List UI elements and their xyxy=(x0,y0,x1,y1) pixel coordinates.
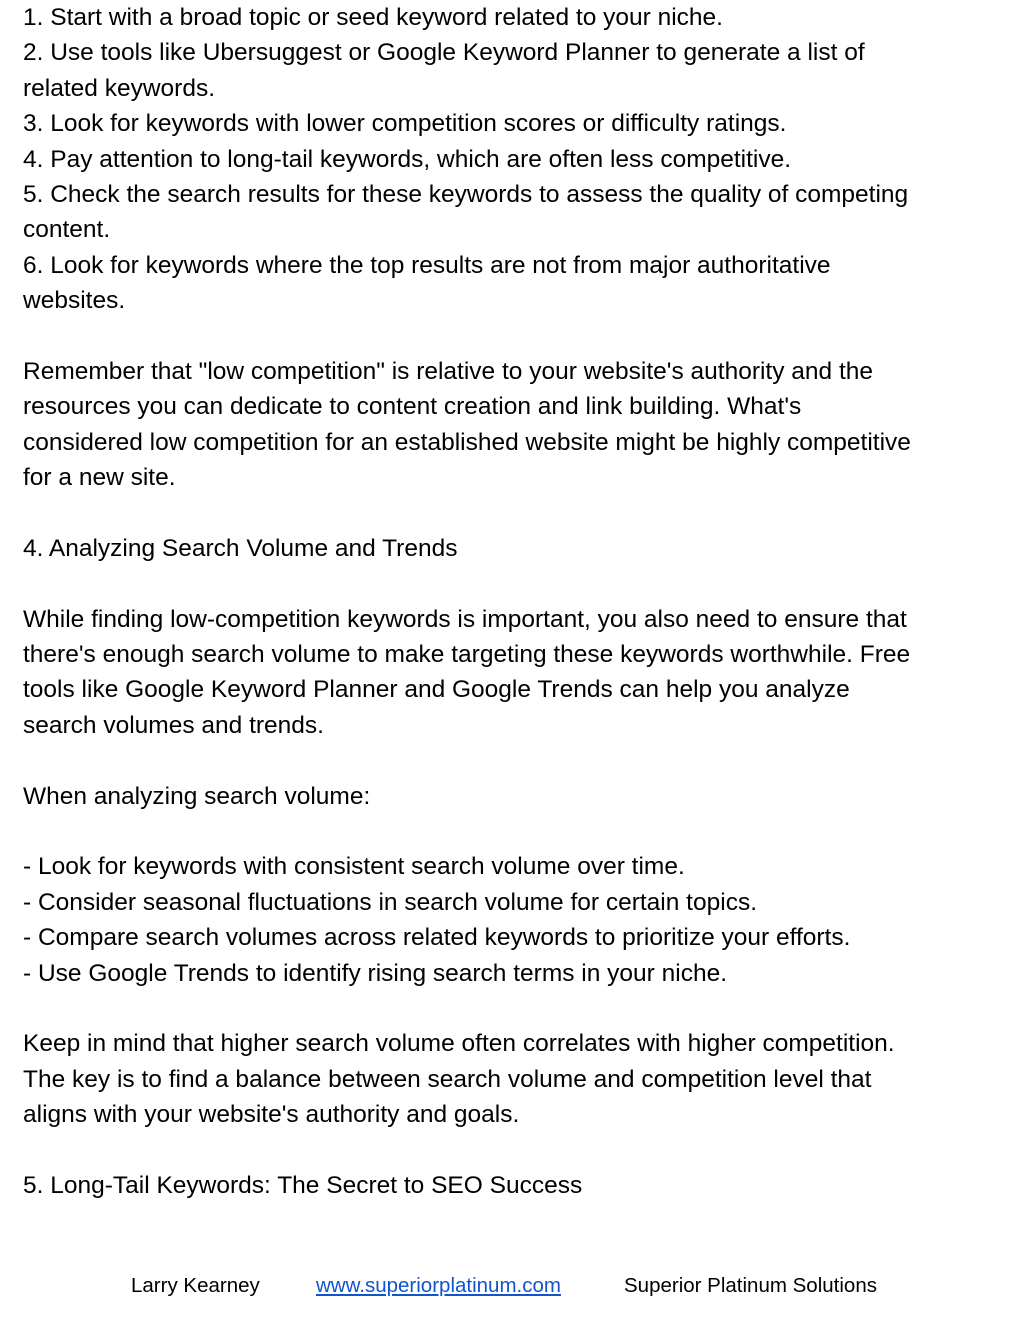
section-heading: 4. Analyzing Search Volume and Trends xyxy=(23,534,458,562)
text-line: tools like Google Keyword Planner and Google Trends can help you analyze xyxy=(23,676,850,704)
blank-line xyxy=(23,743,1008,778)
footer-website-link[interactable]: www.superiorplatinum.com xyxy=(316,1274,561,1297)
text-line: aligns with your website's authority and goals. xyxy=(23,1101,520,1129)
section-heading: 5. Long-Tail Keywords: The Secret to SEO Success xyxy=(23,1171,583,1199)
text-line: considered low competition for an established website might be highly competitive xyxy=(23,428,911,456)
text-line: Keep in mind that higher search volume often correlates with higher competition. xyxy=(23,1030,895,1058)
footer-company: Superior Platinum Solutions xyxy=(624,1274,877,1297)
blank-line xyxy=(23,566,1008,601)
text-line: related keywords. xyxy=(23,74,216,102)
page-footer xyxy=(0,1272,1024,1300)
text-line: resources you can dedicate to content creation and link building. What's xyxy=(23,393,802,421)
blank-line xyxy=(23,495,1008,530)
text-line: When analyzing search volume: xyxy=(23,782,371,810)
footer-author: Larry Kearney xyxy=(131,1274,260,1297)
blank-line xyxy=(23,814,1008,849)
text-line: for a new site. xyxy=(23,464,176,492)
text-line: While finding low-competition keywords is important, you also need to ensure that xyxy=(23,605,907,633)
text-line: 6. Look for keywords where the top results are not from major authoritative xyxy=(23,251,831,279)
text-line: Remember that "low competition" is relative to your website's authority and the xyxy=(23,357,874,385)
blank-line xyxy=(23,991,1008,1026)
text-line: 2. Use tools like Ubersuggest or Google Keyword Planner to generate a list of xyxy=(23,39,865,67)
list-item: - Look for keywords with consistent search volume over time. xyxy=(23,853,685,881)
text-line: 5. Check the search results for these keywords to assess the quality of competing xyxy=(23,180,909,208)
text-line: 4. Pay attention to long-tail keywords, which are often less competitive. xyxy=(23,145,792,173)
text-line: search volumes and trends. xyxy=(23,711,324,739)
list-item: - Consider seasonal fluctuations in search volume for certain topics. xyxy=(23,888,757,916)
list-item: - Use Google Trends to identify rising search terms in your niche. xyxy=(23,959,728,987)
document-body xyxy=(23,0,1008,1203)
text-line: 3. Look for keywords with lower competition scores or difficulty ratings. xyxy=(23,110,787,138)
text-line: content. xyxy=(23,216,111,244)
list-item: - Compare search volumes across related keywords to prioritize your efforts. xyxy=(23,924,851,952)
blank-line xyxy=(23,1133,1008,1168)
text-line: there's enough search volume to make targeting these keywords worthwhile. Free xyxy=(23,641,911,669)
text-line: websites. xyxy=(23,287,126,315)
text-line: 1. Start with a broad topic or seed keyword related to your niche. xyxy=(23,4,723,31)
blank-line xyxy=(23,319,1008,354)
text-line: The key is to find a balance between search volume and competition level that xyxy=(23,1065,872,1093)
